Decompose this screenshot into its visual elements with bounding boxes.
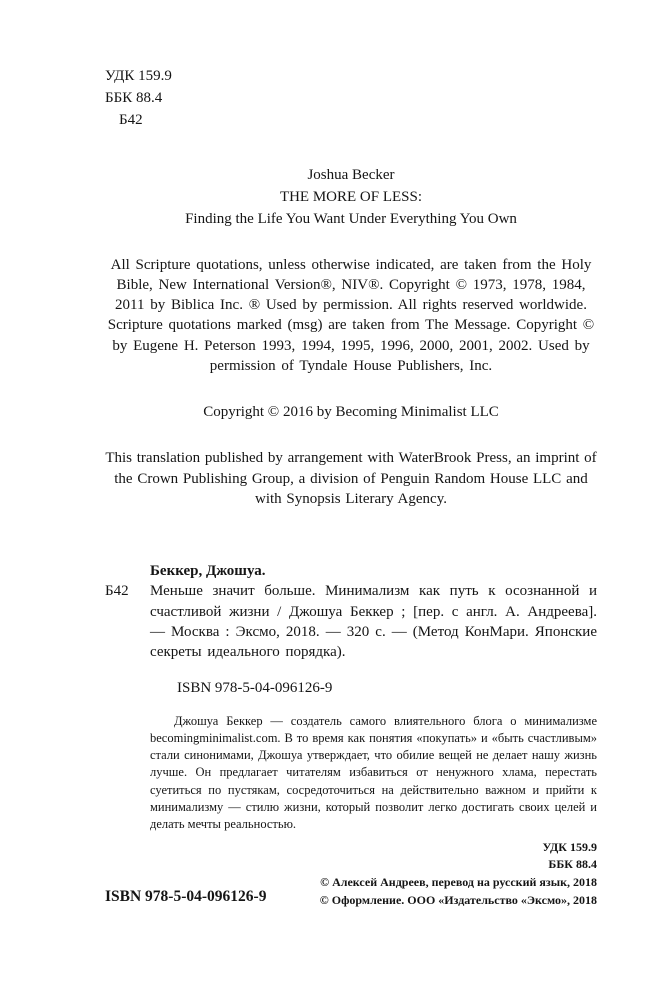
copyright-line: Copyright © 2016 by Becoming Minimalist LLC	[203, 404, 499, 420]
original-subtitle: Finding the Life You Want Under Everything You Own	[185, 210, 517, 227]
copyright-design: © Оформление. ООО «Издательство «Эксмо», 2018	[319, 892, 597, 907]
footer-copyrights	[320, 874, 597, 909]
copyright-translation: © Алексей Андреев, перевод на русский язык, 2018	[320, 875, 597, 890]
catalog-record	[105, 561, 597, 699]
bottom-codes	[105, 839, 597, 873]
catalog-entry-row	[105, 581, 597, 662]
original-title-block	[105, 165, 597, 230]
bottom-bbk-code: ББК 88.4	[548, 857, 597, 872]
scripture-notice: All Scripture quotations, unless otherwise indicated, are taken from the Holy Bible, New International Version®, NIV®. Copyright © 1973, 1978, 1984, 2011 by Biblica Inc. ® Used by permission. All rights reserved worldwide. Scripture quotations marked (msg) are taken from The Message. Copyright © by Eugene H. Peterson 1993, 1994, 1995, 1996, 2000, 2001, 2002. Used by permission of Tyndale House Publishers, Inc.	[107, 256, 595, 374]
annotation: Джошуа Беккер — создатель самого влиятельного блога о минимализме becomingminimalist.com. В то время как понятия «покупать» и «быть счастливым» стали синонимами, Джошуа утверждает, что обилие вещей не делает нашу жизнь лучше. Он предлагает читателям избавиться от ненужного хлама, перестать суетиться по пустякам, сосредоточиться на действительно важном и прийти к минимализму — стилю жизни, который позволит легко достигать своих целей и делать мечты реальностью.	[150, 713, 597, 831]
translation-notice: This translation published by arrangement with WaterBrook Press, an imprint of the Crown Publishing Group, a division of Penguin Random House LLC and with Synopsis Literary Agency.	[105, 450, 597, 507]
original-author: Joshua Becker	[307, 167, 395, 184]
catalog-author: Беккер, Джошуа.	[150, 563, 266, 579]
bbk-code: ББК 88.4	[105, 89, 163, 106]
book-code: Б42	[119, 111, 143, 128]
footer	[105, 874, 597, 909]
original-title: THE MORE OF LESS:	[279, 189, 423, 205]
catalog-isbn: ISBN 978-5-04-096126-9	[177, 680, 333, 697]
catalog-entry: Меньше значит больше. Минимализм как путь к осознанной и счастливой жизни / Джошуа Беккер ; [пер. с англ. А. Андреева]. — Москва : Эксмо, 2018. — 320 с. — (Метод КонМари. Японские секреты идеального порядка).	[150, 583, 597, 660]
udk-code: УДК 159.9	[105, 68, 172, 84]
footer-isbn: ISBN 978-5-04-096126-9	[105, 888, 267, 906]
catalog-code: Б42	[105, 583, 129, 600]
top-codes	[105, 66, 597, 131]
bottom-udk-code: УДК 159.9	[542, 840, 597, 855]
